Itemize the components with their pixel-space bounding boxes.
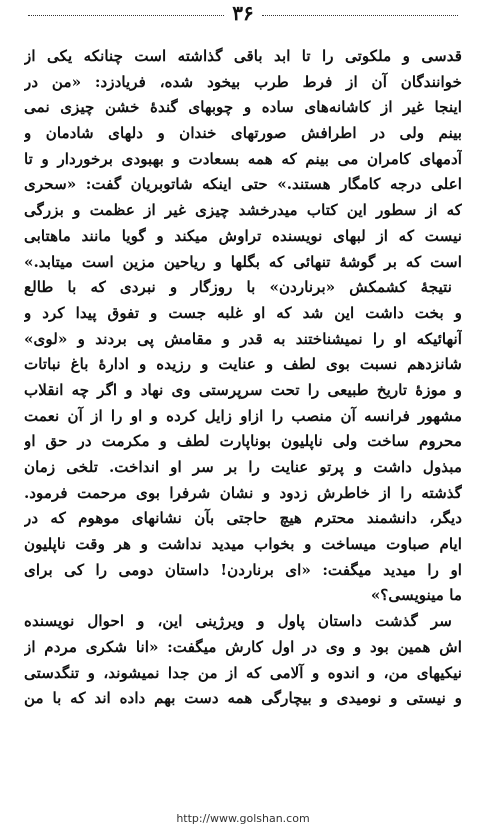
text-line: آدمهای کامران می بینم که همه بسعادت و بهبودی برخوردار و تا [24,149,462,168]
text-line: و موزهٔ تاریخ طبیعی را تحت سرپرستی وی نهاد و اگر چه انقلاب [24,380,462,399]
text-line: او را میدید میگفت: «ای برناردن! داستان دومی را کی برای [24,560,462,579]
text-line: و نیستی و نومیدی و بیچارگی همه دست بهم داده اند که با من [24,689,462,708]
page-header [20,2,466,24]
text-line: گذشته را از خاطرش زدود و نشان شرفرا بوی مرحمت فرمود. [24,483,462,502]
text-line: دیگر، دانشمند محترم هیچ حاجتی بآن نشانهای موهوم که در [24,509,462,528]
header-rule-right [262,15,458,16]
text-line: اش همین بود و وی در اول کارش میگفت: «انا شکری مردم از [24,637,462,656]
text-line: اعلی درجه کامگار هستند.» حتی اینکه شاتوبریان گفت: «سحری [24,175,462,194]
header-rule-left [28,15,224,16]
text-line: است که بر گوشهٔ تنهائی که بگلها و ریاحین مزین است میتابد.» [24,252,462,271]
text-line: مبذول داشت و پرتو عنایت را بر سر او انداخت. تلخی زمان [24,458,462,476]
text-line: نتیجهٔ کشمکش «برناردن» با روزگار و نبردی که با طالع [24,278,452,297]
text-line: آنهائیکه او را نمیشناختند به قدر و مقامش پی بردند و «لوی» [24,329,462,348]
page-number: ۳۶ [232,1,254,25]
text-line: نیکیهای من، و اندوه و آلامی که از من جدا نمیشوند، و تنگدستی [24,663,462,682]
text-line: نیست که از لبهای نویسنده تراوش میکند و گویا مانند ماهتابی [24,226,462,245]
text-line: محروم ساخت ولی ناپلیون بوناپارت لطف و مکرمت در حق او [24,432,462,451]
text-line: مشهور فرانسه آن منصب را ازاو زایل کرده و او را از آن نعمت [24,406,462,425]
text-line: که از سطور این کتاب میدرخشد چیزی غیر از عظمت و بزرگی [24,201,462,220]
text-line: سر گذشت داستان پاول و ویرژینی این، و احوال نویسنده [24,612,452,631]
text-line: ما مینویسی؟» [370,586,462,605]
text-line: شانزدهم نسبت بوی لطف و عنایت و رزیده و ادارهٔ باغ نباتات [24,355,462,374]
text-line: اینجا غیر از کاشانه‌های ساده و چوبهای گندهٔ خشن چیزی نمی [24,98,462,117]
body-text [24,44,462,712]
text-line: ایام صباوت میساخت و بخواب میدید نداشت و هر وقت ناپلیون [24,535,462,554]
text-line: قدسی و ملکوتی را تا ابد باقی گذاشته است چنانکه یکی از [24,47,462,65]
text-line: بینم ولی در اطرافش صورتهای خندان و دلهای شادمان و [24,124,462,143]
footer-url[interactable]: http://www.golshan.com [176,812,310,825]
text-line: و بخت داشت این شد که او غلبه جست و تفوق پیدا کرد و [24,303,462,322]
text-line: خوانندگان آن از فرط طرب بیخود شده، فریادزد: «من در [24,72,462,91]
